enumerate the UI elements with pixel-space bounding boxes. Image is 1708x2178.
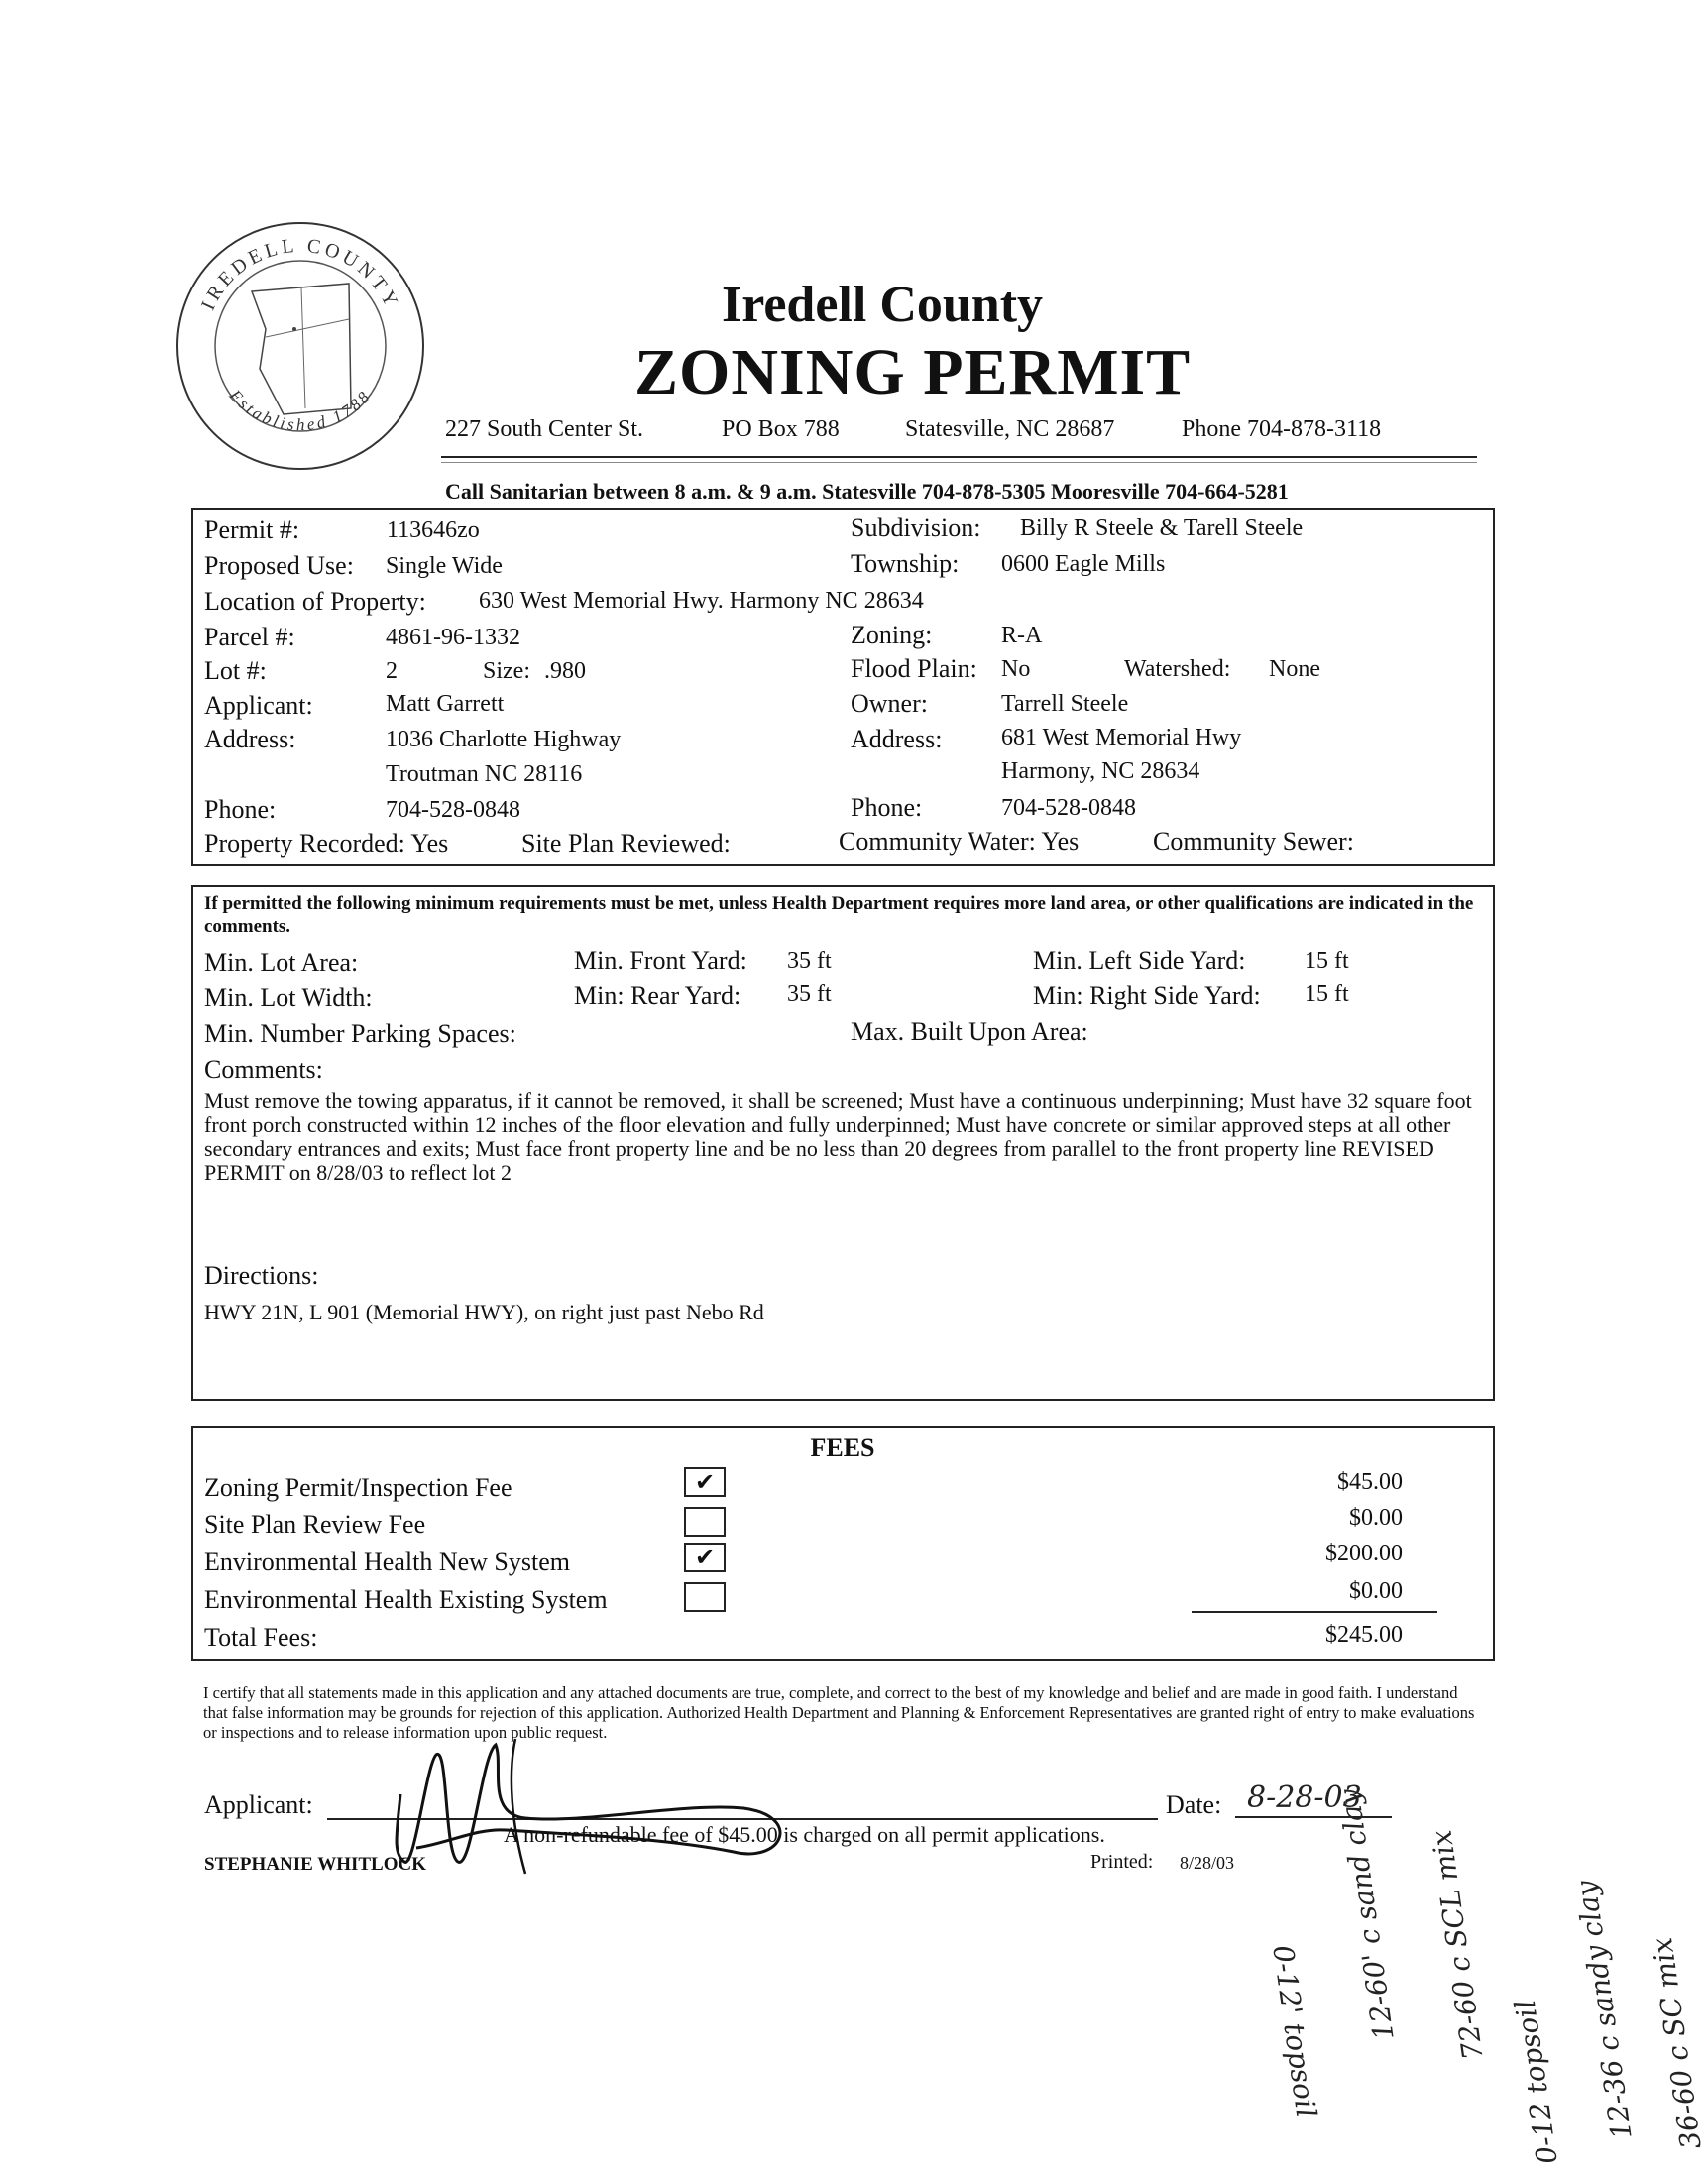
comments-text: Must remove the towing apparatus, if it cannot be removed, it shall be screened; Must have a continuous underpinning; Must have 32 square foot front porch constructed within 12 inches of the floor elevation and fully underpinned; Must have concrete or similar approved steps at all other secondary entrances and exits; Must face front property line and be no less than 20 degrees from parallel to the front property line REVISED PERMIT on 8/28/03 to reflect lot 2 [204,1089,1472,1185]
min-right-side-yard-value: 15 ft [1305,981,1349,1007]
owner-address-label: Address: [851,725,943,753]
seal-top-text: IREDELL COUNTY [196,234,404,314]
fee-checkbox-checked[interactable]: ✔ [684,1467,726,1497]
certification-text: I certify that all statements made in this application and any attached documents are true, complete, and correct to the best of my knowledge and belief and are made in good faith. I understand that false information may be grounds for rejection of this application. Authorized Health Department and Planning & Enforcement Representatives are granted right of entry to make evaluations or inspections and to release information upon public request. [203,1683,1475,1742]
applicant-address-line2: Troutman NC 28116 [386,761,583,787]
min-lot-area-label: Min. Lot Area: [204,948,359,976]
community-water: Community Water: Yes [839,827,1080,856]
county-seal [174,220,426,472]
directions-text: HWY 21N, L 901 (Memorial HWY), on right just past Nebo Rd [204,1300,764,1324]
header-rule-thin [441,462,1477,463]
total-fees-amount: $245.00 [1325,1622,1403,1648]
owner-address-line1: 681 West Memorial Hwy [1001,725,1242,750]
owner-phone-label: Phone: [851,793,923,822]
office-city: Statesville, NC 28687 [905,416,1115,442]
min-left-side-yard-value: 15 ft [1305,948,1349,974]
owner-label: Owner: [851,689,928,718]
min-front-yard-label: Min. Front Yard: [574,946,747,974]
watershed-value: None [1269,656,1320,682]
subdivision-label: Subdivision: [851,514,981,542]
owner-phone-value: 704-528-0848 [1001,795,1136,821]
size-value: .980 [544,658,586,684]
township-value: 0600 Eagle Mills [1001,551,1166,577]
proposed-use-label: Proposed Use: [204,551,354,580]
date-value: 8-28-03 [1247,1780,1362,1815]
header-rule [441,456,1477,458]
lot-label: Lot #: [204,656,267,685]
fee-label: Environmental Health Existing System [204,1585,608,1614]
handwritten-note: 12-36 c sandy clay [1569,1878,1639,2141]
total-fees-label: Total Fees: [204,1623,318,1652]
zoning-label: Zoning: [851,621,933,649]
applicant-address-label: Address: [204,725,296,753]
handwritten-note: 12-60' c sand clay [1332,1786,1401,2042]
office-phone: Phone 704-878-3118 [1182,416,1382,442]
permit-number-value: 113646zo [387,517,480,543]
flood-plain-label: Flood Plain: [851,654,977,683]
applicant-phone-label: Phone: [204,795,277,824]
fees-title: FEES [810,1433,875,1462]
owner-address-line2: Harmony, NC 28634 [1001,758,1200,784]
min-left-side-yard-label: Min. Left Side Yard: [1033,946,1246,974]
fee-label: Site Plan Review Fee [204,1510,426,1539]
owner-value: Tarrell Steele [1001,691,1129,717]
subdivision-value: Billy R Steele & Tarell Steele [1020,516,1304,541]
seal-bottom-text: Established 1788 [225,386,376,435]
parcel-value: 4861-96-1332 [386,625,520,650]
zoning-value: R-A [1001,623,1043,648]
applicant-signature-label: Applicant: [204,1790,313,1819]
printed-label: Printed: [1090,1851,1154,1873]
svg-text:Established 1788 [225,385,375,434]
fee-checkbox-checked[interactable]: ✔ [684,1543,726,1572]
fee-amount: $0.00 [1349,1505,1403,1531]
watershed-label: Watershed: [1124,656,1231,682]
printed-date: 8/28/03 [1180,1853,1235,1873]
applicant-value: Matt Garrett [386,691,505,717]
property-recorded: Property Recorded: Yes [204,829,449,858]
applicant-signature [387,1735,803,1884]
fee-checkbox-unchecked[interactable] [684,1507,726,1537]
office-po-box: PO Box 788 [722,416,840,442]
directions-label: Directions: [204,1261,319,1290]
county-name: Iredell County [721,277,1044,333]
location-label: Location of Property: [204,587,426,616]
handwritten-note: 36-60 c SC mix [1646,1935,1708,2151]
min-right-side-yard-label: Min: Right Side Yard: [1033,981,1261,1010]
applicant-address-line1: 1036 Charlotte Highway [386,727,622,752]
fee-amount: $0.00 [1349,1578,1403,1604]
fee-note: A non-refundable fee of $45.00 is charged on all permit applications. [504,1822,1105,1847]
comments-label: Comments: [204,1055,323,1084]
size-label: Size: [483,658,530,684]
applicant-phone-value: 704-528-0848 [386,797,520,823]
location-value: 630 West Memorial Hwy. Harmony NC 28634 [479,588,924,614]
lot-value: 2 [386,658,398,684]
min-lot-width-label: Min. Lot Width: [204,983,373,1012]
min-rear-yard-value: 35 ft [787,981,832,1007]
proposed-use-value: Single Wide [386,553,503,579]
max-built-upon-label: Max. Built Upon Area: [851,1017,1088,1046]
applicant-label: Applicant: [204,691,313,720]
fee-subtotal-rule [1192,1611,1437,1613]
fee-amount: $200.00 [1325,1541,1403,1566]
permit-number-label: Permit #: [204,516,300,544]
min-parking-label: Min. Number Parking Spaces: [204,1019,516,1048]
handwritten-note: 0-12' topsoil [1266,1943,1323,2120]
parcel-label: Parcel #: [204,623,295,651]
fee-amount: $45.00 [1337,1469,1403,1495]
requirements-intro: If permitted the following minimum requirements must be met, unless Health Department requires more land area, or other qualifications are indicated in the comments. [204,893,1474,937]
flood-plain-value: No [1001,656,1031,682]
page-title: ZONING PERMIT [634,336,1192,408]
date-label: Date: [1166,1790,1222,1819]
county-map-outline [252,284,351,414]
fee-checkbox-unchecked[interactable] [684,1582,726,1612]
site-plan-reviewed: Site Plan Reviewed: [521,829,731,858]
handwritten-note: 72-60 c SCL mix [1424,1828,1490,2062]
fee-label: Zoning Permit/Inspection Fee [204,1473,512,1502]
office-street: 227 South Center St. [445,416,644,442]
sanitarian-call-line: Call Sanitarian between 8 a.m. & 9 a.m. Statesville 704-878-5305 Mooresville 704-664-5281 [445,479,1289,504]
township-label: Township: [851,549,960,578]
min-front-yard-value: 35 ft [787,948,832,974]
clerk-name: STEPHANIE WHITLOCK [204,1854,427,1875]
fee-label: Environmental Health New System [204,1548,570,1576]
min-rear-yard-label: Min: Rear Yard: [574,981,741,1010]
handwritten-note: 0-12 topsoil [1508,1998,1564,2166]
community-sewer: Community Sewer: [1153,827,1354,856]
